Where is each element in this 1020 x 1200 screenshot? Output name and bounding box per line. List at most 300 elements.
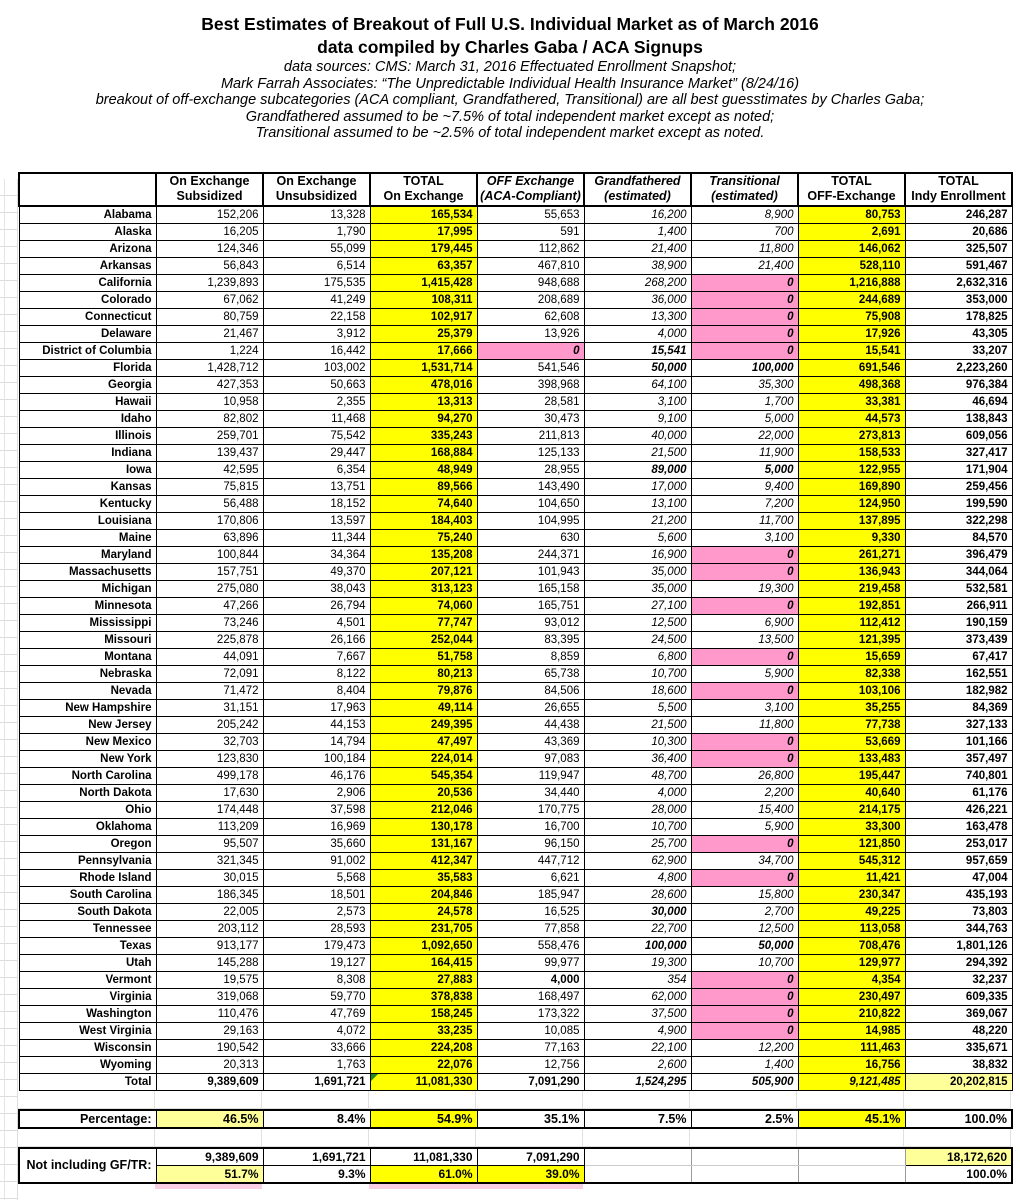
- state-cell: Washington: [19, 1005, 156, 1022]
- value-cell: 190,542: [156, 1039, 263, 1056]
- value-cell: 545,354: [370, 767, 477, 784]
- table-row: [19, 495, 1012, 512]
- value-cell: 93,012: [477, 614, 584, 631]
- value-cell: 34,364: [263, 546, 370, 563]
- value-cell: 6,354: [263, 461, 370, 478]
- value-cell: 35,000: [584, 580, 691, 597]
- value-cell: 48,700: [584, 767, 691, 784]
- value-cell: 957,659: [905, 852, 1012, 869]
- value-cell: 5,900: [691, 665, 798, 682]
- value-cell: 4,072: [263, 1022, 370, 1039]
- excluding-cell: [691, 1148, 798, 1166]
- value-cell: 447,712: [477, 852, 584, 869]
- value-cell: 10,958: [156, 393, 263, 410]
- excluding-cell: [691, 1165, 798, 1183]
- value-cell: 13,597: [263, 512, 370, 529]
- value-cell: 208,689: [477, 291, 584, 308]
- value-cell: 15,541: [584, 342, 691, 359]
- value-cell: 532,581: [905, 580, 1012, 597]
- value-cell: 9,100: [584, 410, 691, 427]
- value-cell: 56,488: [156, 495, 263, 512]
- state-cell: West Virginia: [19, 1022, 156, 1039]
- value-cell: 104,650: [477, 495, 584, 512]
- value-cell: 1,763: [263, 1056, 370, 1073]
- value-cell: 14,985: [798, 1022, 905, 1039]
- value-cell: 219,458: [798, 580, 905, 597]
- state-cell: Colorado: [19, 291, 156, 308]
- value-cell: 125,133: [477, 444, 584, 461]
- value-cell: 252,044: [370, 631, 477, 648]
- value-cell: 17,000: [584, 478, 691, 495]
- percentage-label: Percentage:: [19, 1110, 156, 1128]
- table-row: [19, 835, 1012, 852]
- state-cell: Connecticut: [19, 308, 156, 325]
- value-cell: 16,442: [263, 342, 370, 359]
- value-cell: 630: [477, 529, 584, 546]
- value-cell: 10,300: [584, 733, 691, 750]
- value-cell: 5,568: [263, 869, 370, 886]
- value-cell: 73,246: [156, 614, 263, 631]
- value-cell: 0: [691, 325, 798, 342]
- value-cell: 24,578: [370, 903, 477, 920]
- value-cell: 30,473: [477, 410, 584, 427]
- value-cell: 169,890: [798, 478, 905, 495]
- value-cell: 11,344: [263, 529, 370, 546]
- value-cell: 25,379: [370, 325, 477, 342]
- excluding-cell: 11,081,330: [370, 1148, 477, 1166]
- value-cell: 1,531,714: [370, 359, 477, 376]
- value-cell: 1,224: [156, 342, 263, 359]
- percentage-cell: 54.9%: [370, 1110, 477, 1128]
- value-cell: 0: [691, 750, 798, 767]
- table-row: [19, 274, 1012, 291]
- value-cell: 9,400: [691, 478, 798, 495]
- table-row: [19, 750, 1012, 767]
- table-row: [19, 631, 1012, 648]
- value-cell: 4,000: [584, 325, 691, 342]
- value-cell: 44,438: [477, 716, 584, 733]
- value-cell: 3,912: [263, 325, 370, 342]
- state-cell: South Carolina: [19, 886, 156, 903]
- value-cell: 16,200: [584, 206, 691, 224]
- value-cell: 321,345: [156, 852, 263, 869]
- excluding-cell: 9.3%: [263, 1165, 370, 1183]
- value-cell: 691,546: [798, 359, 905, 376]
- state-cell: Idaho: [19, 410, 156, 427]
- value-cell: 84,570: [905, 529, 1012, 546]
- table-row: [19, 988, 1012, 1005]
- value-cell: 20,536: [370, 784, 477, 801]
- value-cell: 96,150: [477, 835, 584, 852]
- state-cell: Iowa: [19, 461, 156, 478]
- value-cell: 164,415: [370, 954, 477, 971]
- value-cell: 62,000: [584, 988, 691, 1005]
- table-row: [19, 971, 1012, 988]
- state-cell: District of Columbia: [19, 342, 156, 359]
- value-cell: 467,810: [477, 257, 584, 274]
- excluding-cell: 100.0%: [905, 1165, 1012, 1183]
- value-cell: 32,237: [905, 971, 1012, 988]
- value-cell: 157,751: [156, 563, 263, 580]
- value-cell: 18,152: [263, 495, 370, 512]
- value-cell: 77,747: [370, 614, 477, 631]
- total-cell: 1,524,295: [584, 1073, 691, 1090]
- value-cell: 591,467: [905, 257, 1012, 274]
- value-cell: 0: [691, 648, 798, 665]
- value-cell: 19,300: [691, 580, 798, 597]
- value-cell: 5,900: [691, 818, 798, 835]
- table-row: [19, 801, 1012, 818]
- value-cell: 25,700: [584, 835, 691, 852]
- table-row: [19, 886, 1012, 903]
- value-cell: 55,653: [477, 206, 584, 224]
- value-cell: 435,193: [905, 886, 1012, 903]
- value-cell: 205,242: [156, 716, 263, 733]
- state-cell: California: [19, 274, 156, 291]
- table-row: [19, 597, 1012, 614]
- value-cell: 15,400: [691, 801, 798, 818]
- value-cell: 354: [584, 971, 691, 988]
- table-row: [19, 291, 1012, 308]
- value-cell: 49,370: [263, 563, 370, 580]
- value-cell: 174,448: [156, 801, 263, 818]
- value-cell: 40,000: [584, 427, 691, 444]
- value-cell: 101,943: [477, 563, 584, 580]
- value-cell: 112,412: [798, 614, 905, 631]
- table-row: [19, 954, 1012, 971]
- table-row: [19, 903, 1012, 920]
- table-row: [19, 206, 1012, 224]
- value-cell: 124,950: [798, 495, 905, 512]
- state-cell: Texas: [19, 937, 156, 954]
- value-cell: 95,507: [156, 835, 263, 852]
- value-cell: 591: [477, 223, 584, 240]
- total-cell: 11,081,330: [370, 1073, 477, 1090]
- value-cell: 79,876: [370, 682, 477, 699]
- value-cell: 29,163: [156, 1022, 263, 1039]
- value-cell: 50,663: [263, 376, 370, 393]
- value-cell: 541,546: [477, 359, 584, 376]
- value-cell: 135,208: [370, 546, 477, 563]
- value-cell: 353,000: [905, 291, 1012, 308]
- value-cell: 83,395: [477, 631, 584, 648]
- value-cell: 0: [691, 835, 798, 852]
- value-cell: 12,500: [691, 920, 798, 937]
- value-cell: 327,133: [905, 716, 1012, 733]
- value-cell: 4,800: [584, 869, 691, 886]
- table-row: [19, 563, 1012, 580]
- value-cell: 266,911: [905, 597, 1012, 614]
- state-cell: Mississippi: [19, 614, 156, 631]
- value-cell: 75,815: [156, 478, 263, 495]
- table-row: [19, 1039, 1012, 1056]
- value-cell: 13,751: [263, 478, 370, 495]
- value-cell: 378,838: [370, 988, 477, 1005]
- value-cell: 4,354: [798, 971, 905, 988]
- value-cell: 35,583: [370, 869, 477, 886]
- value-cell: 0: [691, 971, 798, 988]
- total-row: [19, 1073, 1012, 1090]
- value-cell: 137,895: [798, 512, 905, 529]
- value-cell: 3,100: [691, 529, 798, 546]
- spacer-row: [18, 1091, 1011, 1109]
- value-cell: 119,947: [477, 767, 584, 784]
- excluding-cell: [798, 1165, 905, 1183]
- state-cell: Utah: [19, 954, 156, 971]
- value-cell: 182,982: [905, 682, 1012, 699]
- value-cell: 259,701: [156, 427, 263, 444]
- value-cell: 47,004: [905, 869, 1012, 886]
- value-cell: 335,243: [370, 427, 477, 444]
- value-cell: 34,440: [477, 784, 584, 801]
- state-cell: Montana: [19, 648, 156, 665]
- value-cell: 1,415,428: [370, 274, 477, 291]
- value-cell: 325,507: [905, 240, 1012, 257]
- value-cell: 67,062: [156, 291, 263, 308]
- value-cell: 100,844: [156, 546, 263, 563]
- value-cell: 426,221: [905, 801, 1012, 818]
- value-cell: 179,473: [263, 937, 370, 954]
- value-cell: 49,225: [798, 903, 905, 920]
- sheet-margin-gridlines: [0, 179, 18, 1200]
- value-cell: 130,178: [370, 818, 477, 835]
- value-cell: 168,884: [370, 444, 477, 461]
- value-cell: 16,205: [156, 223, 263, 240]
- value-cell: 0: [691, 308, 798, 325]
- value-cell: 33,300: [798, 818, 905, 835]
- value-cell: 71,472: [156, 682, 263, 699]
- state-cell: Wisconsin: [19, 1039, 156, 1056]
- value-cell: 4,000: [477, 971, 584, 988]
- value-cell: 195,447: [798, 767, 905, 784]
- value-cell: 104,995: [477, 512, 584, 529]
- value-cell: 558,476: [477, 937, 584, 954]
- value-cell: 24,500: [584, 631, 691, 648]
- value-cell: 319,068: [156, 988, 263, 1005]
- value-cell: 77,738: [798, 716, 905, 733]
- state-cell: New York: [19, 750, 156, 767]
- value-cell: 12,200: [691, 1039, 798, 1056]
- value-cell: 0: [691, 869, 798, 886]
- value-cell: 22,158: [263, 308, 370, 325]
- value-cell: 29,447: [263, 444, 370, 461]
- state-cell: Maryland: [19, 546, 156, 563]
- table-row: [19, 784, 1012, 801]
- value-cell: 10,085: [477, 1022, 584, 1039]
- column-header: On Exchange Unsubsidized: [263, 173, 370, 206]
- note-line: Transitional assumed to be ~2.5% of total independent market except as noted.: [255, 125, 765, 142]
- percentage-cell: 46.5%: [156, 1110, 263, 1128]
- value-cell: 1,790: [263, 223, 370, 240]
- value-cell: 211,813: [477, 427, 584, 444]
- value-cell: 50,000: [584, 359, 691, 376]
- value-cell: 1,801,126: [905, 937, 1012, 954]
- value-cell: 16,525: [477, 903, 584, 920]
- value-cell: 4,900: [584, 1022, 691, 1039]
- value-cell: 9,330: [798, 529, 905, 546]
- value-cell: 5,000: [691, 461, 798, 478]
- value-cell: 47,497: [370, 733, 477, 750]
- value-cell: 207,121: [370, 563, 477, 580]
- value-cell: 26,794: [263, 597, 370, 614]
- value-cell: 91,002: [263, 852, 370, 869]
- value-cell: 145,288: [156, 954, 263, 971]
- value-cell: 84,506: [477, 682, 584, 699]
- value-cell: 0: [691, 291, 798, 308]
- value-cell: 99,977: [477, 954, 584, 971]
- value-cell: 61,176: [905, 784, 1012, 801]
- excluding-row-1: [19, 1148, 1012, 1166]
- state-cell: North Dakota: [19, 784, 156, 801]
- value-cell: 33,666: [263, 1039, 370, 1056]
- column-header: On Exchange Subsidized: [156, 173, 263, 206]
- value-cell: 19,127: [263, 954, 370, 971]
- percentage-cell: 2.5%: [691, 1110, 798, 1128]
- table-row: [19, 359, 1012, 376]
- note-line: data sources: CMS: March 31, 2016 Effectuated Enrollment Snapshot;: [283, 59, 737, 75]
- table-row: [19, 767, 1012, 784]
- state-cell: Delaware: [19, 325, 156, 342]
- value-cell: 369,067: [905, 1005, 1012, 1022]
- value-cell: 609,335: [905, 988, 1012, 1005]
- value-cell: 294,392: [905, 954, 1012, 971]
- value-cell: 32,703: [156, 733, 263, 750]
- table-row: [19, 393, 1012, 410]
- value-cell: 1,216,888: [798, 274, 905, 291]
- table-row: [19, 1056, 1012, 1073]
- state-cell: Indiana: [19, 444, 156, 461]
- value-cell: 224,208: [370, 1039, 477, 1056]
- excluding-cell: [584, 1148, 691, 1166]
- value-cell: 33,235: [370, 1022, 477, 1039]
- value-cell: 0: [691, 563, 798, 580]
- value-cell: 4,501: [263, 614, 370, 631]
- value-cell: 35,300: [691, 376, 798, 393]
- value-cell: 19,300: [584, 954, 691, 971]
- excluding-cell: [584, 1165, 691, 1183]
- excluding-row-2: [19, 1165, 1012, 1183]
- value-cell: 261,271: [798, 546, 905, 563]
- value-cell: 214,175: [798, 801, 905, 818]
- value-cell: 44,153: [263, 716, 370, 733]
- value-cell: 75,240: [370, 529, 477, 546]
- value-cell: 275,080: [156, 580, 263, 597]
- cutoff-row-sliver: [155, 1184, 583, 1189]
- value-cell: 16,969: [263, 818, 370, 835]
- value-cell: 13,300: [584, 308, 691, 325]
- state-cell: Ohio: [19, 801, 156, 818]
- column-header: OFF Exchange (ACA-Compliant): [477, 173, 584, 206]
- value-cell: 0: [691, 682, 798, 699]
- percentage-cell: 7.5%: [584, 1110, 691, 1128]
- value-cell: 67,417: [905, 648, 1012, 665]
- value-cell: 63,896: [156, 529, 263, 546]
- value-cell: 0: [691, 733, 798, 750]
- value-cell: 190,159: [905, 614, 1012, 631]
- value-cell: 185,947: [477, 886, 584, 903]
- value-cell: 203,112: [156, 920, 263, 937]
- total-cell: 9,389,609: [156, 1073, 263, 1090]
- value-cell: 7,200: [691, 495, 798, 512]
- value-cell: 15,541: [798, 342, 905, 359]
- table-row: [19, 240, 1012, 257]
- value-cell: 133,483: [798, 750, 905, 767]
- table-row: [19, 920, 1012, 937]
- value-cell: 1,239,893: [156, 274, 263, 291]
- table-row: [19, 444, 1012, 461]
- state-cell: Florida: [19, 359, 156, 376]
- value-cell: 80,759: [156, 308, 263, 325]
- value-cell: 101,166: [905, 733, 1012, 750]
- value-cell: 84,369: [905, 699, 1012, 716]
- table-row: [19, 818, 1012, 835]
- value-cell: 13,926: [477, 325, 584, 342]
- value-cell: 528,110: [798, 257, 905, 274]
- value-cell: 231,705: [370, 920, 477, 937]
- percentage-cell: 8.4%: [263, 1110, 370, 1128]
- table-row: [19, 1022, 1012, 1039]
- value-cell: 143,490: [477, 478, 584, 495]
- value-cell: 1,428,712: [156, 359, 263, 376]
- value-cell: 8,900: [691, 206, 798, 224]
- percentage-cell: 45.1%: [798, 1110, 905, 1128]
- value-cell: 77,163: [477, 1039, 584, 1056]
- value-cell: 0: [691, 342, 798, 359]
- value-cell: 138,843: [905, 410, 1012, 427]
- note-line: breakout of off-exchange subcategories (ACA compliant, Grandfathered, Transitional) are all best guesstimates by Charles Gaba;: [95, 92, 925, 109]
- value-cell: 225,878: [156, 631, 263, 648]
- total-cell: 505,900: [691, 1073, 798, 1090]
- value-cell: 17,666: [370, 342, 477, 359]
- excluding-cell: 61.0%: [370, 1165, 477, 1183]
- value-cell: 913,177: [156, 937, 263, 954]
- value-cell: 186,345: [156, 886, 263, 903]
- state-cell: Nevada: [19, 682, 156, 699]
- table-row: [19, 682, 1012, 699]
- state-cell: Missouri: [19, 631, 156, 648]
- table-row: [19, 580, 1012, 597]
- state-cell: Michigan: [19, 580, 156, 597]
- value-cell: 28,000: [584, 801, 691, 818]
- value-cell: 170,775: [477, 801, 584, 818]
- value-cell: 27,883: [370, 971, 477, 988]
- table-row: [19, 665, 1012, 682]
- value-cell: 0: [691, 1022, 798, 1039]
- value-cell: 48,220: [905, 1022, 1012, 1039]
- total-cell: 20,202,815: [905, 1073, 1012, 1090]
- value-cell: 112,862: [477, 240, 584, 257]
- value-cell: 948,688: [477, 274, 584, 291]
- excluding-cell: 1,691,721: [263, 1148, 370, 1166]
- value-cell: 63,357: [370, 257, 477, 274]
- table-row: [19, 546, 1012, 563]
- column-header: TOTAL OFF-Exchange: [798, 173, 905, 206]
- value-cell: 103,106: [798, 682, 905, 699]
- value-cell: 80,753: [798, 206, 905, 224]
- value-cell: 22,700: [584, 920, 691, 937]
- value-cell: 498,368: [798, 376, 905, 393]
- value-cell: 152,206: [156, 206, 263, 224]
- value-cell: 103,002: [263, 359, 370, 376]
- column-header: Transitional (estimated): [691, 173, 798, 206]
- column-header: TOTAL On Exchange: [370, 173, 477, 206]
- value-cell: 344,064: [905, 563, 1012, 580]
- value-cell: 230,347: [798, 886, 905, 903]
- value-cell: 26,166: [263, 631, 370, 648]
- value-cell: 11,900: [691, 444, 798, 461]
- value-cell: 3,100: [691, 699, 798, 716]
- state-cell: Minnesota: [19, 597, 156, 614]
